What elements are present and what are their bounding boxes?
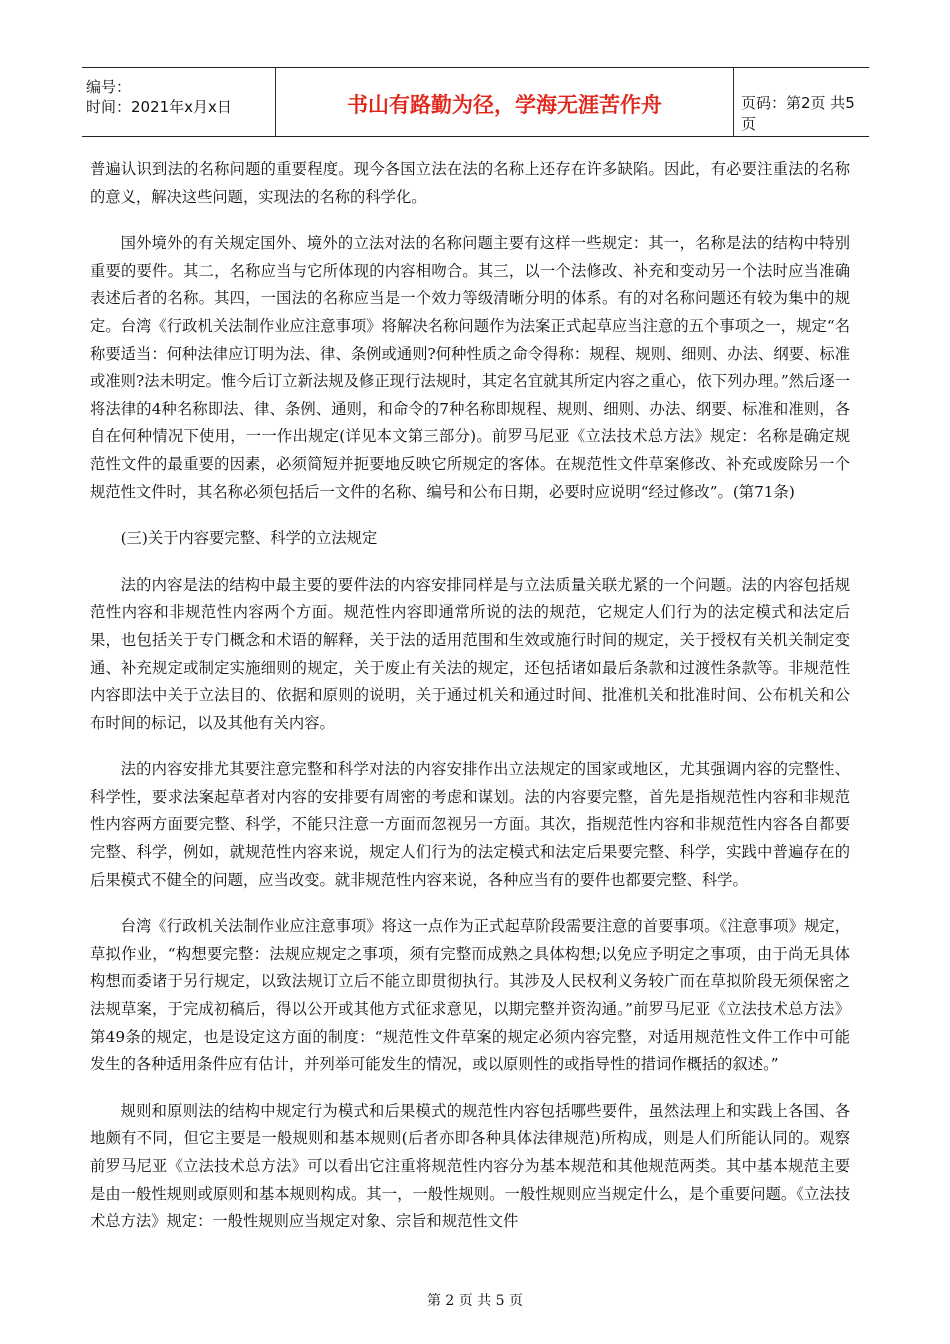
header-page-number: 页码：第2页 共5页: [741, 94, 855, 133]
paragraph: 法的内容是法的结构中最主要的要件法的内容安排同样是与立法质量关联尤紧的一个问题。法的内容包括规范性内容和非规范性内容两个方面。规范性内容即通常所说的法的规范，它规定人们行为的法定模式和法定后果，也包括关于专门概念和术语的解释，关于法的适用范围和生效或施行时间的规定，关于授权有关机关制定变通、补充规定或制定实施细则的规定，关于废止有关法的规定，还包括诸如最后条款和过渡性条款等。非规范性内容即法中关于立法目的、依据和原则的说明，关于通过机关和通过时间、批准机关和批准时间、公布机关和公布时间的标记，以及其他有关内容。: [90, 575, 850, 732]
paragraph: 普遍认识到法的名称问题的重要程度。现今各国立法在法的名称上还存在许多缺陷。因此，有必要注重法的名称的意义，解决这些问题，实现法的名称的科学化。: [90, 160, 850, 206]
header-motto-cell: [275, 68, 734, 136]
header-motto: 书山有路勤为径，学海无涯苦作舟: [347, 93, 662, 117]
section-heading: (三)关于内容要完整、科学的立法规定: [120, 529, 378, 548]
page-header: [82, 67, 869, 137]
page-footer: 第 2 页 共 5 页: [426, 1293, 524, 1309]
document-date-label: 时间：2021年x月x日: [86, 98, 232, 116]
paragraph: 国外境外的有关规定国外、境外的立法对法的名称问题主要有这样一些规定：其一，名称是法的结构中特别重要的要件。其二，名称应当与它所体现的内容相吻合。其三，以一个法修改、补充和变动另一个法时应当准确表述后者的名称。其四，一国法的名称应当是一个效力等级清晰分明的体系。有的对名称问题还有较为集中的规定。台湾《行政机关法制作业应注意事项》将解决名称问题作为法案正式起草应当注意的五个事项之一，规定“名称要适当：何种法律应订明为法、律、条例或通则?何种性质之命令得称：规程、规则、细则、办法、纲要、标准或准则?法未明定。惟今后订立新法规及修正现行法规时，其定名宜就其所定内容之重心，依下列办理。”然后逐一将法律的4种名称即法、律、条例、通则，和命令的7种名称即规程、规则、细则、办法、纲要、标准和准则，各自在何种情况下使用，一一作出规定(详见本文第三部分)。前罗马尼亚《立法技术总方法》规定：名称是确定规范性文件的最重要的因素，必须简短并扼要地反映它所规定的客体。在规范性文件草案修改、补充或废除另一个规范性文件时，其名称必须包括后一文件的名称、编号和公布日期，必要时应说明“经过修改”。(第71条): [90, 234, 850, 501]
paragraph: 台湾《行政机关法制作业应注意事项》将这一点作为正式起草阶段需要注意的首要事项。《注意事项》规定，草拟作业，“构想要完整：法规应规定之事项，须有完整而成熟之具体构想;以免应予明定之事项，由于尚无具体构想而委诸于另行规定，以致法规订立后不能立即贯彻执行。其涉及人民权利义务较广而在草拟阶段无须保密之法规草案，于完成初稿后，得以公开或其他方式征求意见，以期完整并资沟通。”前罗马尼亚《立法技术总方法》第49条的规定，也是设定这方面的制度：“规范性文件草案的规定必须内容完整，对适用规范性文件工作中可能发生的各种适用条件应有估计，并列举可能发生的情况，或以原则性的或指导性的措词作概括的叙述。”: [90, 917, 850, 1074]
paragraph: 规则和原则法的结构中规定行为模式和后果模式的规范性内容包括哪些要件，虽然法理上和实践上各国、各地颇有不同，但它主要是一般规则和基本规则(后者亦即各种具体法律规范)所构成，则是人们所能认同的。观察前罗马尼亚《立法技术总方法》可以看出它注重将规范性内容分为基本规范和其他规范两类。其中基本规范主要是由一般性规则或原则和基本规则构成。其一，一般性规则。一般性规则应当规定什么，是个重要问题。《立法技术总方法》规定：一般性规则应当规定对象、宗旨和规范性文件: [90, 1101, 850, 1231]
document-body: [90, 156, 850, 1255]
header-info-cell: [82, 68, 274, 136]
document-number-label: 编号：: [86, 78, 132, 96]
paragraph: 法的内容安排尤其要注意完整和科学对法的内容安排作出立法规定的国家或地区，尤其强调内容的完整性、科学性，要求法案起草者对内容的安排要有周密的考虑和谋划。法的内容要完整，首先是指规范性内容和非规范性内容两方面要完整、科学，不能只注意一方面而忽视另一方面。其次，指规范性内容和非规范性内容各自都要完整、科学，例如，就规范性内容来说，规定人们行为的法定模式和法定后果要完整、科学，实践中普遍存在的后果模式不健全的问题，应当改变。就非规范性内容来说，各种应当有的要件也都要完整、科学。: [90, 760, 850, 889]
header-page-cell: [733, 68, 869, 136]
